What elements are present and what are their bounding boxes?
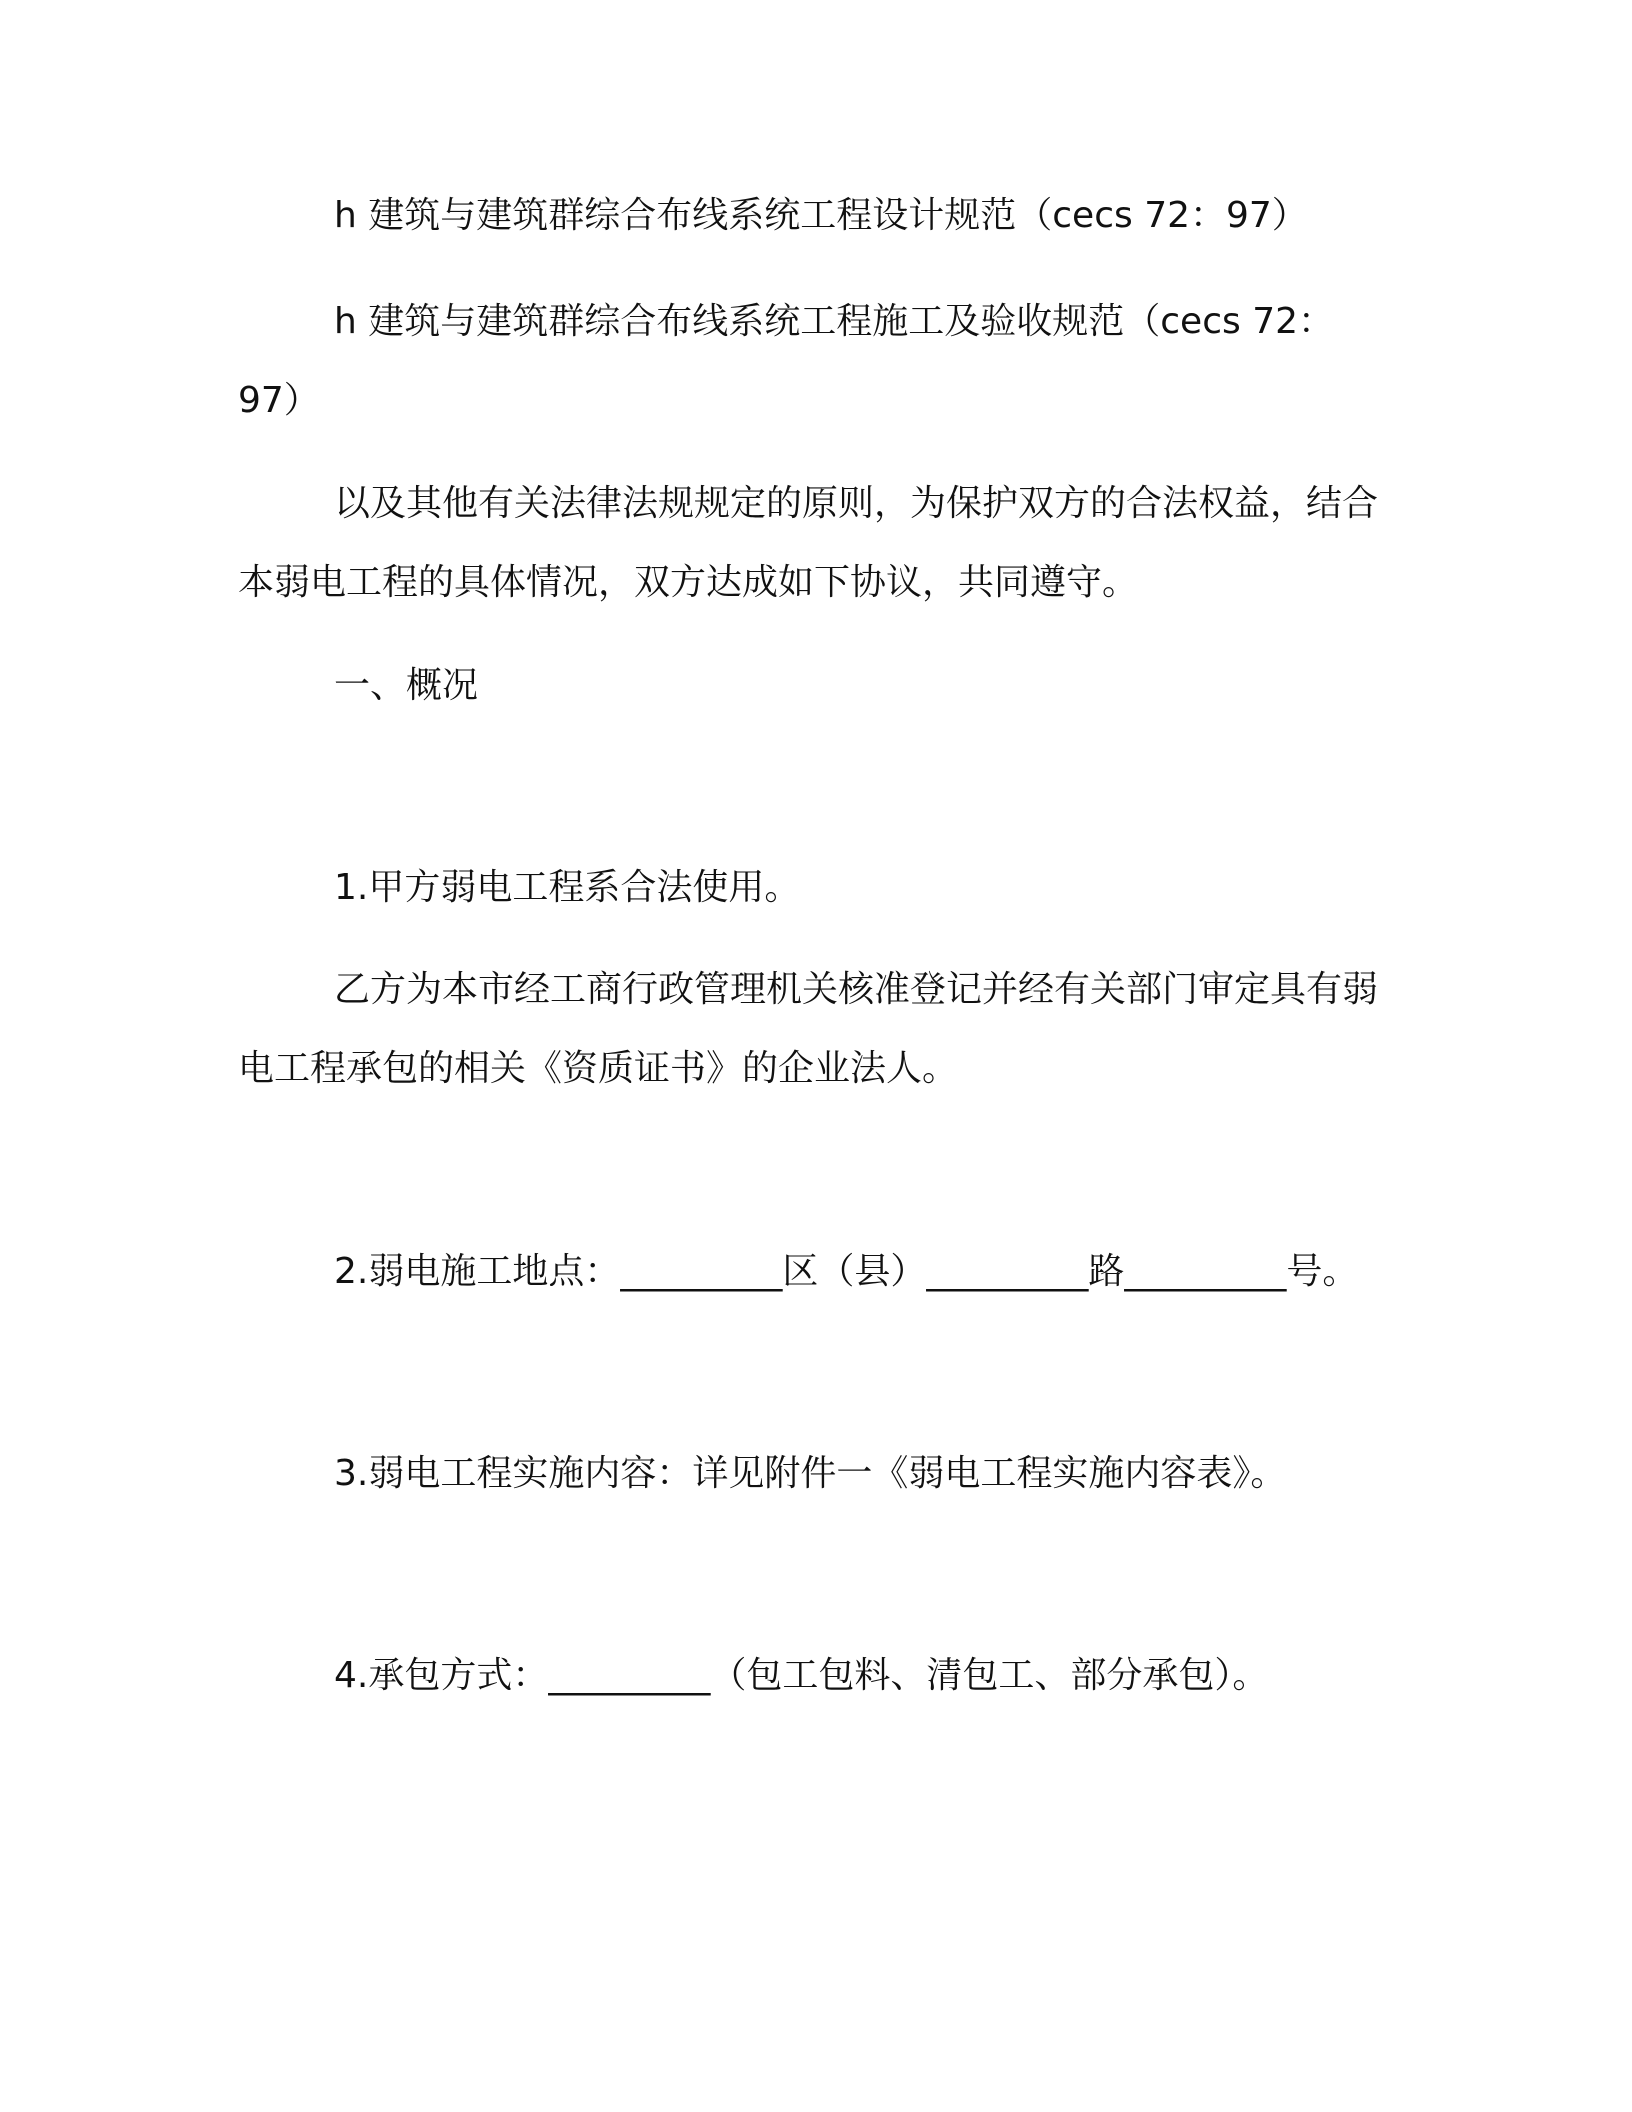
clause-3-content: 3.弱电工程实施内容：详见附件一《弱电工程实施内容表》。	[334, 1453, 1287, 1494]
contractor-qualification: 乙方为本市经工商行政管理机关核准登记并经有关部门审定具有弱电工程承包的相关《资质证书》的企业法人。	[238, 969, 1379, 1089]
standard-design-spec: h 建筑与建筑群综合布线系统工程设计规范（cecs 72：97）	[334, 195, 1308, 236]
agreement-preamble: 以及其他有关法律法规规定的原则，为保护双方的合法权益，结合本弱电工程的具体情况，双方达成如下协议，共同遵守。	[238, 483, 1379, 603]
clause-4-contract-method: 4.承包方式：_________（包工包料、清包工、部分承包）。	[334, 1655, 1269, 1696]
clause-1: 1.甲方弱电工程系合法使用。	[334, 867, 801, 908]
clause-2-location: 2.弱电施工地点：_________区（县）_________路_________号。	[334, 1251, 1359, 1292]
standard-construction-spec: h 建筑与建筑群综合布线系统工程施工及验收规范（cecs 72：97）	[238, 301, 1335, 421]
section-heading-overview: 一、概况	[334, 665, 479, 706]
